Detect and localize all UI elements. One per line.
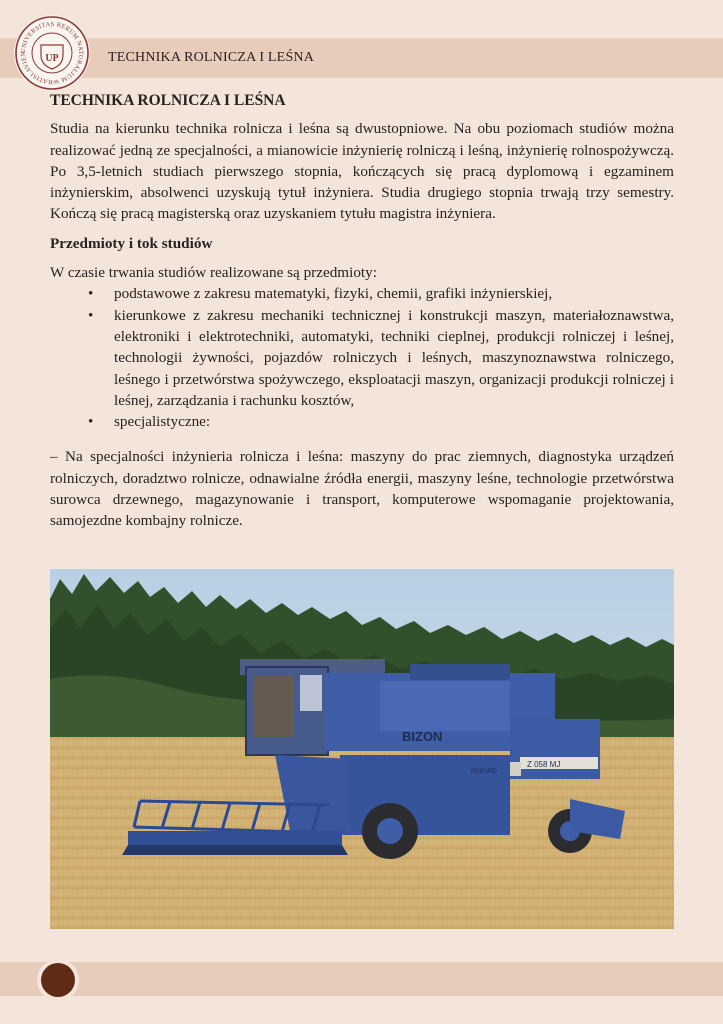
article-body	[50, 90, 674, 540]
article-heading: TECHNIKA ROLNICZA I LEŚNA	[50, 92, 286, 109]
list-item	[88, 305, 674, 411]
combine-brand-label: BIZON	[402, 729, 443, 744]
bullet-icon: •	[88, 306, 94, 324]
bullet-icon: •	[88, 285, 94, 303]
running-header-title: TECHNIKA ROLNICZA I LEŚNA	[108, 50, 315, 65]
combine-harvester-photo	[50, 569, 674, 929]
combine-series-label: REKORD	[471, 769, 497, 775]
list-item-text: specjalistyczne:	[114, 413, 211, 431]
section-subheading: Przedmioty i tok studiów	[50, 234, 213, 252]
seal-ring-text: UNIVERSITAS RERUM NATURALIUM WRATISLAVIEN	[19, 20, 85, 86]
intro-paragraph: Studia na kierunku technika rolnicza i leśna są dwustopniowe. Na obu poziomach studiów można realizować jedną ze specjalności, a mianowicie inżynierię rolniczą i leśną, inżynierię rolnospożywczą. Po 3,5-letnich studiach pierwszego stopnia, kończących się pracą dyplomową i egzaminem inżynierskim, absolwenci uzyskują tytuł inżyniera. Studia drugiego stopnia trwają trzy semestry. Kończą się pracą magisterską oraz uzyskaniem tytułu magistra inżyniera.	[50, 120, 674, 223]
footer-band	[0, 962, 723, 996]
subjects-list	[50, 283, 674, 432]
list-item	[88, 411, 674, 432]
combine-model-label: Z 058 MJ	[527, 760, 561, 769]
page-marker	[37, 959, 79, 1001]
list-item-text: podstawowe z zakresu matematyki, fizyki, chemii, grafiki inżynierskiej,	[114, 285, 553, 303]
bullet-icon: •	[88, 413, 94, 431]
specialization-paragraph: – Na specjalności inżynieria rolnicza i leśna: maszyny do prac ziemnych, diagnostyka urządzeń rolniczych, doradztwo rolnicze, odnawialne źródła energii, maszyny leśne, technologie przetwórstwa surowca drzewnego, magazynowanie i transport, komputerowe wspomaganie projektowania, samojezdne kombajny rolnicze.	[50, 448, 674, 530]
list-item	[88, 283, 674, 304]
university-seal-logo	[14, 15, 90, 91]
list-item-text: kierunkowe z zakresu mechaniki technicznej i konstrukcji maszyn, materiałoznawstwa, elektroniki i elektrotechniki, automatyki, techniki cieplnej, produkcji rolniczej i leśnej, technologii żywności, pojazdów rolniczych i leśnych, maszynoznawstwa rolniczego, leśnego i przetwórstwa spożywczego, eksploatacji maszyn, organizacji produkcji rolniczej i leśnej, zarządzania i rachunku kosztów,	[114, 306, 674, 409]
subjects-lead: W czasie trwania studiów realizowane są przedmioty:	[50, 264, 377, 282]
seal-monogram: UP	[45, 53, 59, 64]
